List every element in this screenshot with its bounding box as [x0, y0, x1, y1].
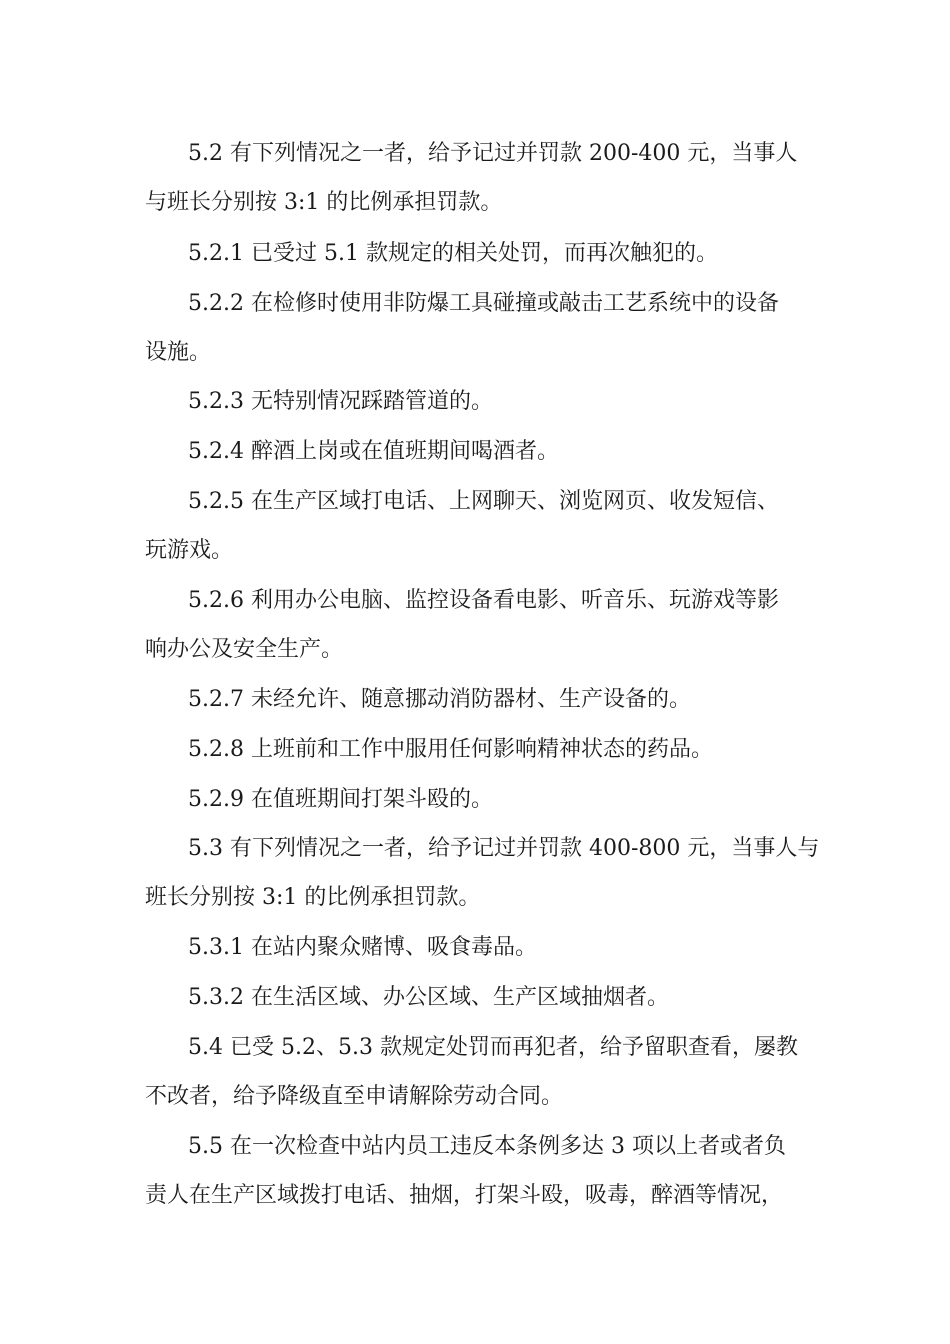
clause-5-2-2-line-1: 5.2.2 在检修时使用非防爆工具碰撞或敲击工艺系统中的设备: [188, 291, 779, 316]
clause-5-2-5-line-2: 玩游戏。: [145, 538, 234, 563]
clause-5-2-8: 5.2.8 上班前和工作中服用任何影响精神状态的药品。: [188, 737, 713, 762]
clause-5-2-5-line-1: 5.2.5 在生产区域打电话、上网聊天、浏览网页、收发短信、: [188, 489, 779, 514]
clause-5-2-3: 5.2.3 无特别情况踩踏管道的。: [188, 389, 493, 414]
clause-5-2-6-line-2: 响办公及安全生产。: [145, 637, 344, 662]
clause-5-5-line-1: 5.5 在一次检查中站内员工违反本条例多达 3 项以上者或者负: [188, 1134, 786, 1159]
clause-5-5-line-2: 责人在生产区域拨打电话、抽烟，打架斗殴，吸毒，醉酒等情况，: [145, 1183, 784, 1208]
clause-5-4-line-2: 不改者，给予降级直至申请解除劳动合同。: [145, 1084, 564, 1109]
clause-5-2-9: 5.2.9 在值班期间打架斗殴的。: [188, 787, 493, 812]
clause-5-2-6-line-1: 5.2.6 利用办公电脑、监控设备看电影、听音乐、玩游戏等影: [188, 588, 779, 613]
clause-5-2-7: 5.2.7 未经允许、随意挪动消防器材、生产设备的。: [188, 687, 691, 712]
clause-5-2-line-2: 与班长分别按 3:1 的比例承担罚款。: [145, 190, 503, 215]
clause-5-2-2-line-2: 设施。: [145, 340, 212, 365]
clause-5-3-line-1: 5.3 有下列情况之一者，给予记过并罚款 400-800 元，当事人与: [188, 836, 820, 861]
clause-5-2-1: 5.2.1 已受过 5.1 款规定的相关处罚，而再次触犯的。: [188, 241, 718, 266]
clause-5-4-line-1: 5.4 已受 5.2、5.3 款规定处罚而再犯者，给予留职查看，屡教: [188, 1035, 798, 1060]
clause-5-2-4: 5.2.4 醉酒上岗或在值班期间喝酒者。: [188, 439, 559, 464]
clause-5-2-line-1: 5.2 有下列情况之一者，给予记过并罚款 200-400 元，当事人: [188, 141, 798, 166]
clause-5-3-1: 5.3.1 在站内聚众赌博、吸食毒品。: [188, 935, 537, 960]
clause-5-3-2: 5.3.2 在生活区域、办公区域、生产区域抽烟者。: [188, 985, 669, 1010]
clause-5-3-line-2: 班长分别按 3:1 的比例承担罚款。: [145, 885, 481, 910]
